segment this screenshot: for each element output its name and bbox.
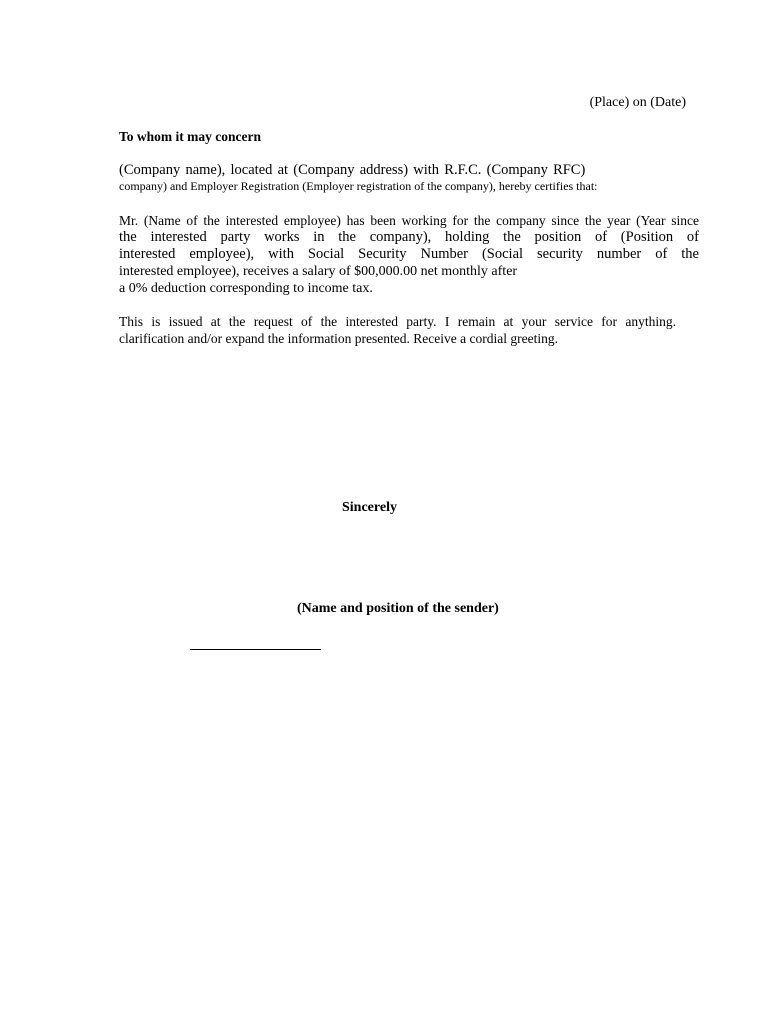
company-statement [119,162,699,194]
signature-line [190,649,321,650]
paragraph-line: interested employee), receives a salary of $00,000.00 net monthly after [119,264,518,279]
salutation: To whom it may concern [119,129,261,144]
paragraph-line: clarification and/or expand the information presented. Receive a cordial greeting. [119,331,558,346]
place-date: (Place) on (Date) [589,95,686,110]
paragraph-line: Mr. (Name of the interested employee) has been working for the company since the year (Year since [119,213,699,228]
sign-off: Sincerely [342,500,397,515]
paragraph-line: This is issued at the request of the interested party. I remain at your service for anything. [119,314,676,329]
company-statement-line: company) and Employer Registration (Employer registration of the company), hereby certifies that: [119,179,598,193]
paragraph-line: interested employee), with Social Security Number (Social security number of the [119,246,699,262]
company-statement-line: (Company name), located at (Company address) with R.F.C. (Company RFC) [119,162,586,178]
paragraph-line: the interested party works in the company), holding the position of (Position of [119,229,699,245]
certification-paragraph [119,212,699,297]
paragraph-line: a 0% deduction corresponding to income tax. [119,281,373,296]
sender-name-position: (Name and position of the sender) [297,601,499,616]
closing-paragraph [119,313,676,347]
